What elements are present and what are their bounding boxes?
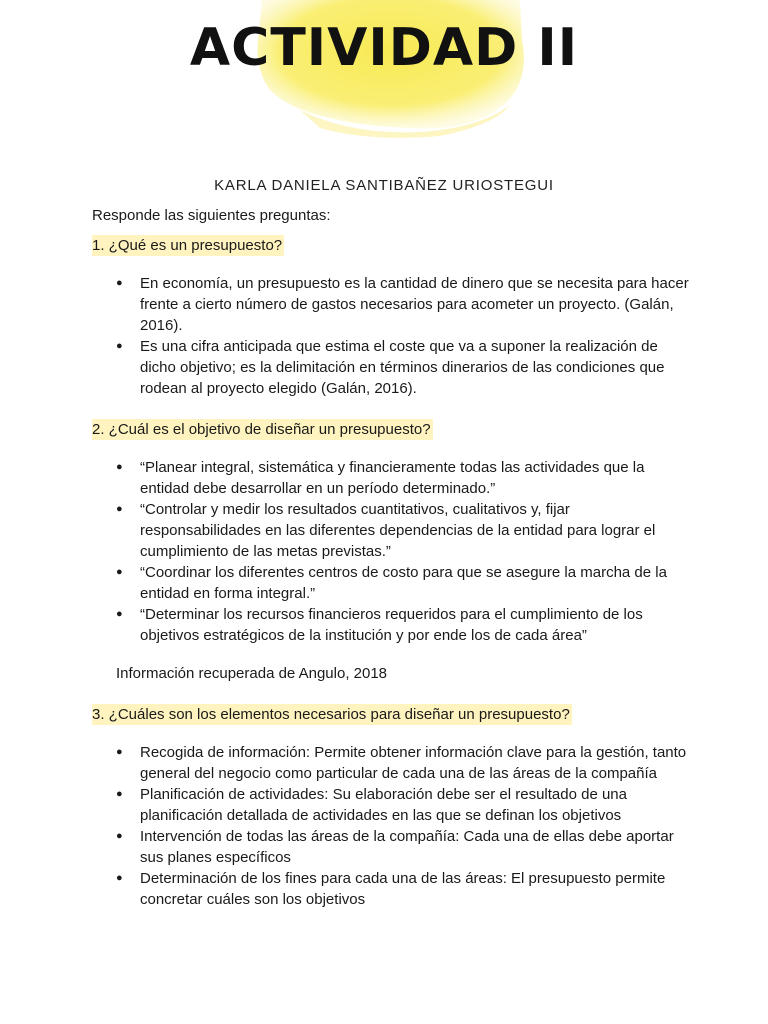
question-3-list <box>92 742 692 910</box>
list-item: ● Planificación de actividades: Su elaboración debe ser el resultado de una planificación detallada de actividades en las que se definan los objetivos <box>116 784 692 826</box>
list-item: ● “Controlar y medir los resultados cuantitativos, cualitativos y, fijar responsabilidades en las diferentes dependencias de la entidad para lograr el cumplimiento de las metas previstas.” <box>116 499 692 562</box>
page-title: ACTIVIDAD II <box>189 18 579 78</box>
list-item: ● Recogida de información: Permite obtener información clave para la gestión, tanto general del negocio como particular de cada una de las áreas de la compañía <box>116 742 692 784</box>
question-2-block <box>92 419 692 684</box>
list-item: ● Intervención de todas las áreas de la compañía: Cada una de ellas debe aportar sus planes específicos <box>116 826 692 868</box>
list-item: ● Determinación de los fines para cada una de las áreas: El presupuesto permite concretar cuáles son los objetivos <box>116 868 692 910</box>
page-header <box>0 0 768 150</box>
question-2-title: 2. ¿Cuál es el objetivo de diseñar un presupuesto? <box>92 421 431 438</box>
question-1-list <box>92 273 692 399</box>
document-body <box>92 205 692 930</box>
list-item: ● “Determinar los recursos financieros requeridos para el cumplimiento de los objetivos estratégicos de la institución y por ende los de cada área” <box>116 604 692 646</box>
list-item: ● “Coordinar los diferentes centros de costo para que se asegure la marcha de la entidad en forma integral.” <box>116 562 692 604</box>
question-1-title: 1. ¿Qué es un presupuesto? <box>92 237 283 254</box>
list-item: ● “Planear integral, sistemática y financieramente todas las actividades que la entidad debe desarrollar en un período determinado.” <box>116 457 692 499</box>
question-3-block <box>92 704 692 910</box>
intro-text: Responde las siguientes preguntas: <box>92 207 331 224</box>
author-name: KARLA DANIELA SANTIBAÑEZ URIOSTEGUI <box>214 177 554 194</box>
question-2-list <box>92 457 692 646</box>
source-citation: Información recuperada de Angulo, 2018 <box>116 665 388 682</box>
question-1-block <box>92 235 692 399</box>
list-item: ● Es una cifra anticipada que estima el coste que va a suponer la realización de dicho objetivo; es la delimitación en términos dinerarios de las condiciones que rodean al proyecto elegido (Galán, 2016). <box>116 336 692 399</box>
question-3-title: 3. ¿Cuáles son los elementos necesarios para diseñar un presupuesto? <box>92 706 570 723</box>
list-item: ● En economía, un presupuesto es la cantidad de dinero que se necesita para hacer frente a cierto número de gastos necesarios para acometer un proyecto. (Galán, 2016). <box>116 273 692 336</box>
